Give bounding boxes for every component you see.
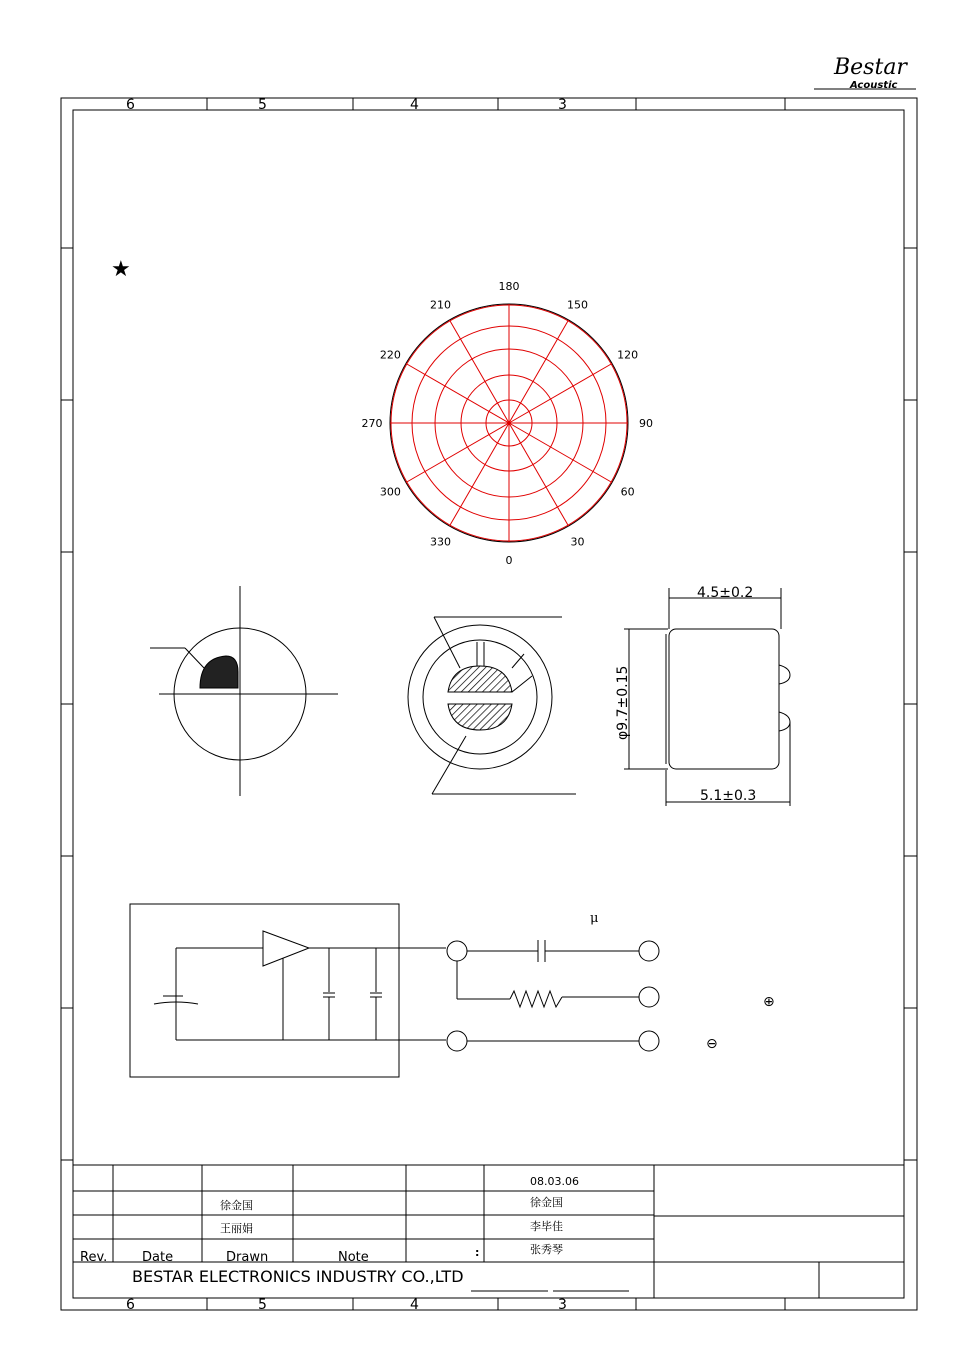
circuit-diagram (130, 904, 659, 1077)
polar-angle-label: 330 (430, 535, 451, 549)
polar-angle-label: 180 (498, 280, 520, 293)
header-drawn: Drawn (226, 1250, 269, 1265)
polar-spoke (509, 364, 612, 424)
zone-top-1: 6 (126, 97, 135, 113)
polar-spoke (450, 320, 510, 423)
dim-width-top: 4.5±0.2 (697, 585, 754, 601)
signoff-1: 徐金国 (530, 1196, 563, 1209)
star-icon: ★ (111, 257, 131, 282)
polar-spoke (509, 423, 612, 483)
polar-angle-label: 60 (620, 485, 635, 499)
zone-bottom-4: 3 (558, 1297, 567, 1313)
zone-top-4: 3 (558, 97, 567, 113)
drawn-name-1: 徐金国 (220, 1199, 253, 1212)
polar-spoke (509, 423, 569, 526)
signoff-2: 李毕佳 (530, 1220, 563, 1233)
dim-diameter: φ9.7±0.15 (615, 665, 631, 740)
polar-spoke (406, 423, 509, 483)
polar-spoke (450, 423, 510, 526)
polar-angle-label: 90 (639, 417, 653, 430)
polar-spoke (406, 364, 509, 424)
dim-width-bottom: 5.1±0.3 (700, 788, 757, 804)
polar-pattern (362, 280, 654, 567)
minus-icon: ⊖ (706, 1036, 718, 1052)
front-view (408, 617, 576, 794)
plus-icon: ⊕ (763, 994, 775, 1010)
polar-angle-label: 30 (570, 535, 585, 549)
title-date: 08.03.06 (530, 1175, 579, 1188)
polar-angle-label: 300 (379, 485, 401, 499)
zone-bottom-1: 6 (126, 1297, 135, 1313)
polar-angle-label: 210 (430, 298, 451, 312)
mu-symbol: μ (590, 911, 599, 926)
signoff-3: 张秀琴 (530, 1243, 563, 1256)
polar-angle-label: 120 (617, 348, 639, 362)
drawn-name-2: 王丽娟 (220, 1222, 253, 1235)
top-view (150, 586, 338, 796)
bestar-logo (814, 55, 916, 91)
polar-angle-label: 220 (379, 348, 401, 362)
header-note: Note (338, 1250, 369, 1265)
header-rev: Rev. (80, 1250, 108, 1265)
logo-sub: Acoustic (850, 80, 898, 91)
zone-bottom-3: 4 (410, 1297, 419, 1313)
polar-angle-label: 270 (361, 417, 383, 430)
zone-bottom-2: 5 (258, 1297, 267, 1313)
zone-top-2: 5 (258, 97, 267, 113)
side-view (624, 588, 790, 806)
colon-mark: : (475, 1246, 480, 1259)
header-date: Date (142, 1250, 174, 1265)
company-name: BESTAR ELECTRONICS INDUSTRY CO.,LTD (132, 1267, 464, 1286)
polar-spoke (509, 320, 569, 423)
polar-angle-label: 150 (567, 298, 588, 312)
zone-top-3: 4 (410, 97, 419, 113)
polar-angle-label: 0 (505, 554, 513, 567)
logo-brand: Bestar (834, 55, 907, 80)
